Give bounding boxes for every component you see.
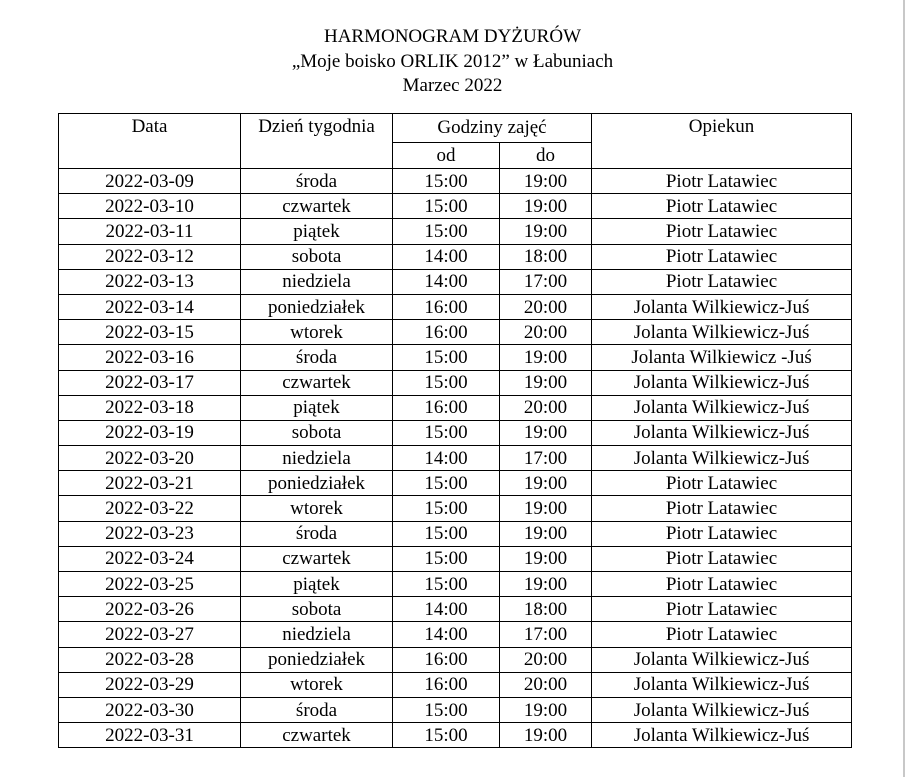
cell-to: 17:00: [500, 622, 592, 647]
cell-date: 2022-03-31: [59, 723, 241, 748]
cell-from: 14:00: [393, 269, 500, 294]
document-subtitle: „Moje boisko ORLIK 2012” w Łabuniach: [291, 50, 614, 72]
cell-from: 15:00: [393, 420, 500, 445]
table-row: [59, 269, 852, 294]
cell-from: 15:00: [393, 546, 500, 571]
cell-date: 2022-03-11: [59, 219, 241, 244]
table-row: [59, 496, 852, 521]
cell-weekday: czwartek: [241, 723, 393, 748]
cell-date: 2022-03-17: [59, 370, 241, 395]
cell-weekday: niedziela: [241, 446, 393, 471]
cell-weekday: wtorek: [241, 496, 393, 521]
cell-supervisor: Jolanta Wilkiewicz-Juś: [592, 672, 852, 697]
table-row: [59, 672, 852, 697]
cell-to: 17:00: [500, 269, 592, 294]
cell-weekday: sobota: [241, 420, 393, 445]
cell-weekday: poniedziałek: [241, 647, 393, 672]
cell-date: 2022-03-25: [59, 572, 241, 597]
cell-to: 19:00: [500, 370, 592, 395]
cell-weekday: poniedziałek: [241, 471, 393, 496]
table-row: [59, 697, 852, 722]
cell-from: 16:00: [393, 294, 500, 319]
header-hours: Godziny zajęć: [393, 114, 592, 143]
cell-supervisor: Jolanta Wilkiewicz-Juś: [592, 420, 852, 445]
header-from: od: [393, 143, 500, 169]
cell-to: 19:00: [500, 496, 592, 521]
cell-from: 14:00: [393, 446, 500, 471]
cell-weekday: piątek: [241, 395, 393, 420]
table-row: [59, 521, 852, 546]
cell-from: 16:00: [393, 320, 500, 345]
table-row: [59, 723, 852, 748]
cell-date: 2022-03-27: [59, 622, 241, 647]
cell-supervisor: Piotr Latawiec: [592, 244, 852, 269]
cell-from: 15:00: [393, 169, 500, 194]
cell-to: 20:00: [500, 395, 592, 420]
schedule-table-body: [59, 169, 852, 748]
table-row: [59, 194, 852, 219]
document-month: Marzec 2022: [402, 75, 503, 96]
cell-date: 2022-03-23: [59, 521, 241, 546]
cell-supervisor: Jolanta Wilkiewicz -Juś: [592, 345, 852, 370]
cell-weekday: środa: [241, 521, 393, 546]
cell-to: 20:00: [500, 320, 592, 345]
cell-supervisor: Jolanta Wilkiewicz-Juś: [592, 395, 852, 420]
cell-date: 2022-03-30: [59, 697, 241, 722]
cell-date: 2022-03-21: [59, 471, 241, 496]
cell-to: 17:00: [500, 446, 592, 471]
cell-from: 15:00: [393, 194, 500, 219]
cell-weekday: wtorek: [241, 672, 393, 697]
table-row: [59, 395, 852, 420]
cell-from: 15:00: [393, 723, 500, 748]
schedule-table-header: [59, 114, 852, 169]
cell-to: 19:00: [500, 169, 592, 194]
table-row: [59, 471, 852, 496]
cell-date: 2022-03-29: [59, 672, 241, 697]
table-row: [59, 320, 852, 345]
cell-to: 19:00: [500, 697, 592, 722]
cell-from: 15:00: [393, 697, 500, 722]
cell-from: 15:00: [393, 345, 500, 370]
header-supervisor: Opiekun: [592, 114, 852, 169]
cell-to: 19:00: [500, 345, 592, 370]
cell-from: 15:00: [393, 471, 500, 496]
cell-from: 15:00: [393, 572, 500, 597]
cell-to: 19:00: [500, 723, 592, 748]
cell-date: 2022-03-28: [59, 647, 241, 672]
table-row: [59, 420, 852, 445]
cell-date: 2022-03-09: [59, 169, 241, 194]
cell-weekday: czwartek: [241, 370, 393, 395]
cell-from: 15:00: [393, 370, 500, 395]
cell-supervisor: Jolanta Wilkiewicz-Juś: [592, 446, 852, 471]
cell-to: 18:00: [500, 597, 592, 622]
cell-supervisor: Jolanta Wilkiewicz-Juś: [592, 723, 852, 748]
cell-to: 19:00: [500, 572, 592, 597]
table-row: [59, 572, 852, 597]
cell-supervisor: Piotr Latawiec: [592, 471, 852, 496]
cell-weekday: piątek: [241, 219, 393, 244]
cell-date: 2022-03-24: [59, 546, 241, 571]
cell-from: 14:00: [393, 597, 500, 622]
cell-to: 20:00: [500, 294, 592, 319]
table-row: [59, 370, 852, 395]
cell-from: 14:00: [393, 244, 500, 269]
cell-to: 19:00: [500, 194, 592, 219]
cell-supervisor: Piotr Latawiec: [592, 269, 852, 294]
cell-weekday: niedziela: [241, 622, 393, 647]
header-to: do: [500, 143, 592, 169]
table-row: [59, 244, 852, 269]
cell-supervisor: Piotr Latawiec: [592, 169, 852, 194]
document-header: [0, 25, 905, 99]
cell-date: 2022-03-26: [59, 597, 241, 622]
cell-supervisor: Piotr Latawiec: [592, 219, 852, 244]
cell-supervisor: Jolanta Wilkiewicz-Juś: [592, 697, 852, 722]
cell-from: 16:00: [393, 395, 500, 420]
table-row: [59, 219, 852, 244]
cell-from: 15:00: [393, 496, 500, 521]
cell-supervisor: Piotr Latawiec: [592, 546, 852, 571]
cell-from: 15:00: [393, 219, 500, 244]
cell-date: 2022-03-22: [59, 496, 241, 521]
table-row: [59, 647, 852, 672]
cell-date: 2022-03-16: [59, 345, 241, 370]
cell-supervisor: Jolanta Wilkiewicz-Juś: [592, 320, 852, 345]
cell-weekday: środa: [241, 697, 393, 722]
cell-to: 19:00: [500, 546, 592, 571]
cell-date: 2022-03-14: [59, 294, 241, 319]
cell-date: 2022-03-12: [59, 244, 241, 269]
cell-supervisor: Jolanta Wilkiewicz-Juś: [592, 370, 852, 395]
cell-supervisor: Jolanta Wilkiewicz-Juś: [592, 647, 852, 672]
cell-from: 15:00: [393, 521, 500, 546]
cell-to: 19:00: [500, 521, 592, 546]
header-date: Data: [59, 114, 241, 169]
cell-to: 19:00: [500, 420, 592, 445]
cell-supervisor: Piotr Latawiec: [592, 496, 852, 521]
header-weekday: Dzień tygodnia: [241, 114, 393, 169]
cell-supervisor: Piotr Latawiec: [592, 521, 852, 546]
table-row: [59, 169, 852, 194]
table-row: [59, 294, 852, 319]
cell-supervisor: Piotr Latawiec: [592, 194, 852, 219]
cell-weekday: poniedziałek: [241, 294, 393, 319]
cell-supervisor: Piotr Latawiec: [592, 597, 852, 622]
cell-weekday: sobota: [241, 597, 393, 622]
cell-to: 18:00: [500, 244, 592, 269]
cell-weekday: środa: [241, 169, 393, 194]
cell-date: 2022-03-10: [59, 194, 241, 219]
cell-weekday: czwartek: [241, 546, 393, 571]
table-row: [59, 622, 852, 647]
cell-weekday: czwartek: [241, 194, 393, 219]
cell-to: 20:00: [500, 647, 592, 672]
cell-to: 19:00: [500, 471, 592, 496]
cell-weekday: niedziela: [241, 269, 393, 294]
cell-date: 2022-03-15: [59, 320, 241, 345]
cell-date: 2022-03-13: [59, 269, 241, 294]
cell-supervisor: Piotr Latawiec: [592, 572, 852, 597]
cell-weekday: piątek: [241, 572, 393, 597]
document-title: HARMONOGRAM DYŻURÓW: [323, 26, 582, 47]
cell-from: 16:00: [393, 672, 500, 697]
table-row: [59, 345, 852, 370]
cell-supervisor: Jolanta Wilkiewicz-Juś: [592, 294, 852, 319]
cell-weekday: środa: [241, 345, 393, 370]
cell-date: 2022-03-18: [59, 395, 241, 420]
table-row: [59, 446, 852, 471]
cell-from: 16:00: [393, 647, 500, 672]
cell-to: 19:00: [500, 219, 592, 244]
cell-to: 20:00: [500, 672, 592, 697]
cell-date: 2022-03-20: [59, 446, 241, 471]
cell-weekday: sobota: [241, 244, 393, 269]
cell-date: 2022-03-19: [59, 420, 241, 445]
cell-from: 14:00: [393, 622, 500, 647]
table-row: [59, 597, 852, 622]
schedule-table: [58, 113, 852, 748]
table-row: [59, 546, 852, 571]
cell-supervisor: Piotr Latawiec: [592, 622, 852, 647]
cell-weekday: wtorek: [241, 320, 393, 345]
